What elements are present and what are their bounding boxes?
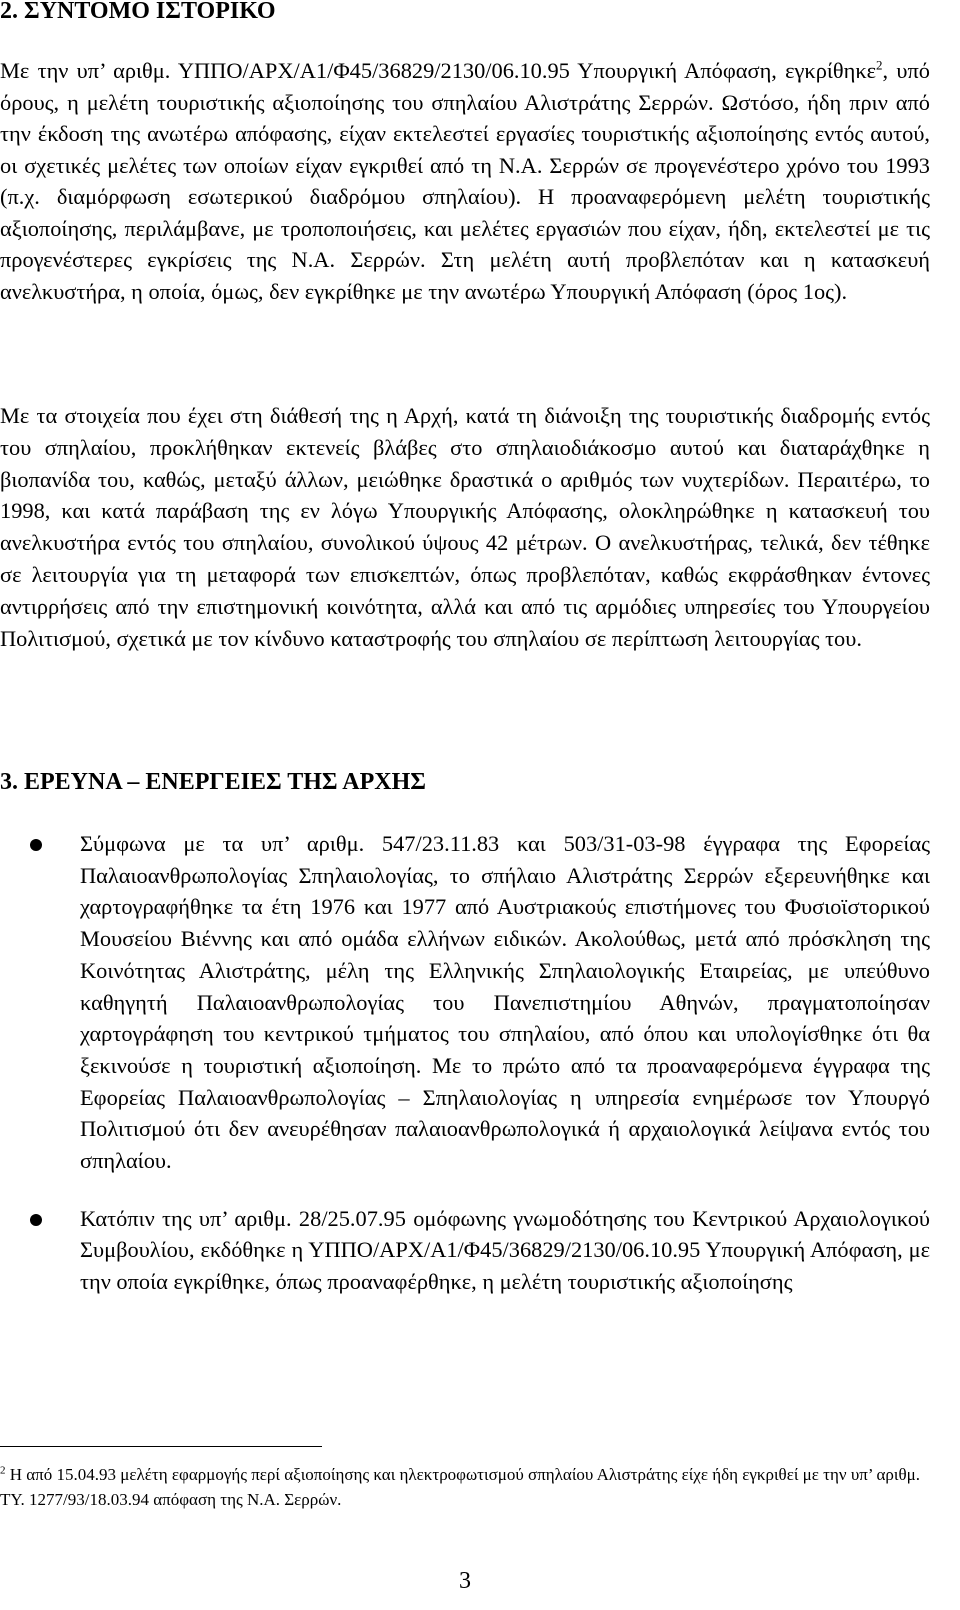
list-item (0, 828, 930, 1177)
footnote-text: Η από 15.04.93 μελέτη εφαρμογής περί αξιοποίησης και ηλεκτροφωτισμού σπηλαίου Αλιστράτης είχε ήδη εγκριθεί με την υπ’ αριθμ. ΤΥ. 1277/93/18.03.94 απόφαση της Ν.Α. Σερρών. (0, 1465, 920, 1509)
bullet-icon (30, 1214, 42, 1226)
paragraph-1-text-b: , υπό όρους, η μελέτη τουριστικής αξιοποίησης του σπηλαίου Αλιστράτης Σερρών. Ωστόσο, ήδη πριν από την έκδοση της ανωτέρω απόφασης, είχαν εκτελεστεί εργασίες τουριστικής αξιοποίησης εντός αυτού, οι σχετικές μελέτες των οποίων είχαν εγκριθεί από τη Ν.Α. Σερρών σε προγενέστερο χρόνο του 1993 (π.χ. διαμόρφωση εσωτερικού διαδρόμου σπηλαίου). Η προαναφερόμενη μελέτη τουριστικής αξιοποίησης, περιλάμβανε, με τροποποιήσεις, και μελέτες εργασιών που είχαν, ήδη, εκτελεστεί με τις προγενέστερες εγκρίσεις της Ν.Α. Σερρών. Στη μελέτη αυτή προβλεπόταν και η κατασκευή ανελκυστήρα, η οποία, όμως, δεν εγκρίθηκε με την ανωτέρω Υπουργική Απόφαση (όρος 1ος). (0, 58, 930, 304)
section-2-heading: 2. ΣΥΝΤΟΜΟ ΙΣΤΟΡΙΚΟ (0, 0, 276, 24)
bullet-text: Σύμφωνα με τα υπ’ αριθμ. 547/23.11.83 και 503/31-03-98 έγγραφα της Εφορείας Παλαιοανθρωπολογίας Σπηλαιολογίας, το σπήλαιο Αλιστράτης Σερρών εξερευνήθηκε και χαρτογραφήθηκε τα έτη 1976 και 1977 από Αυστριακούς επιστήμονες του Φυσιοϊστορικού Μουσείου Βιέννης και από ομάδα ελλήνων ειδικών. Ακολούθως, μετά από πρόσκληση της Κοινότητας Αλιστράτης, μέλη της Ελληνικής Σπηλαιολογικής Εταιρείας, με υπεύθυνο καθηγητή Παλαιοανθρωπολογίας του Πανεπιστημίου Αθηνών, πραγματοποίησαν χαρτογράφηση του κεντρικού τμήματος του σπηλαίου, από όπου και υπολογίσθηκε ότι θα ξεκινούσε η τουριστική αξιοποίηση. Με το πρώτο από τα προαναφερόμενα έγγραφα της Εφορείας Παλαιοανθρωπολογίας – Σπηλαιολογίας η υπηρεσία ενημέρωσε τον Υπουργό Πολιτισμού ότι δεν ανευρέθησαν παλαιοανθρωπολογικά ή αρχαιολογικά λείψανα εντός του σπηλαίου. (80, 831, 930, 1174)
bullet-text: Κατόπιν της υπ’ αριθμ. 28/25.07.95 ομόφωνης γνωμοδότησης του Κεντρικού Αρχαιολογικού Συμβουλίου, εκδόθηκε η ΥΠΠΟ/ΑΡΧ/Α1/Φ45/36829/2130/06.10.95 Υπουργική Απόφαση, με την οποία εγκρίθηκε, όπως προαναφέρθηκε, η μελέτη τουριστικής αξιοποίησης (80, 1205, 930, 1295)
list-item (0, 1203, 930, 1298)
footnote-mark: 2 (0, 1464, 6, 1477)
footnote (0, 1462, 930, 1512)
section-2-paragraph-1 (0, 55, 930, 307)
page-number: 3 (459, 1568, 471, 1594)
bullet-icon (30, 839, 42, 851)
paragraph-1-text-a: Με την υπ’ αριθμ. ΥΠΠΟ/ΑΡΧ/Α1/Φ45/36829/2130/06.10.95 Υπουργική Απόφαση, εγκρίθηκε (0, 58, 877, 83)
section-3-heading: 3. ΕΡΕΥΝΑ – ΕΝΕΡΓΕΙΕΣ ΤΗΣ ΑΡΧΗΣ (0, 769, 426, 795)
section-2-paragraph-2: Με τα στοιχεία που έχει στη διάθεσή της η Αρχή, κατά τη διάνοιξη της τουριστικής διαδρομής εντός του σπηλαίου, προκλήθηκαν εκτενείς βλάβες στο σπηλαιοδιάκοσμο αυτού και διαταράχθηκε η βιοπανίδα του, καθώς, μεταξύ άλλων, μειώθηκε δραστικά ο αριθμός των νυχτερίδων. Περαιτέρω, το 1998, και κατά παράβαση της εν λόγω Υπουργικής Απόφασης, ολοκληρώθηκε η κατασκευή του ανελκυστήρα εντός του σπηλαίου, συνολικού ύψους 42 μέτρων. Ο ανελκυστήρας, τελικά, δεν τέθηκε σε λειτουργία για τη μεταφορά των επισκεπτών, όπως προβλεπόταν, καθώς εκφράσθηκαν έντονες αντιρρήσεις από την επιστημονική κοινότητα, αλλά και από τις αρμόδιες υπηρεσίες του Υπουργείου Πολιτισμού, σχετικά με τον κίνδυνο καταστροφής του σπηλαίου σε περίπτωση λειτουργίας του. (0, 403, 930, 651)
section-3-bullet-list (0, 828, 930, 1298)
footnote-reference: 2 (876, 57, 883, 73)
footnote-separator (0, 1446, 322, 1447)
